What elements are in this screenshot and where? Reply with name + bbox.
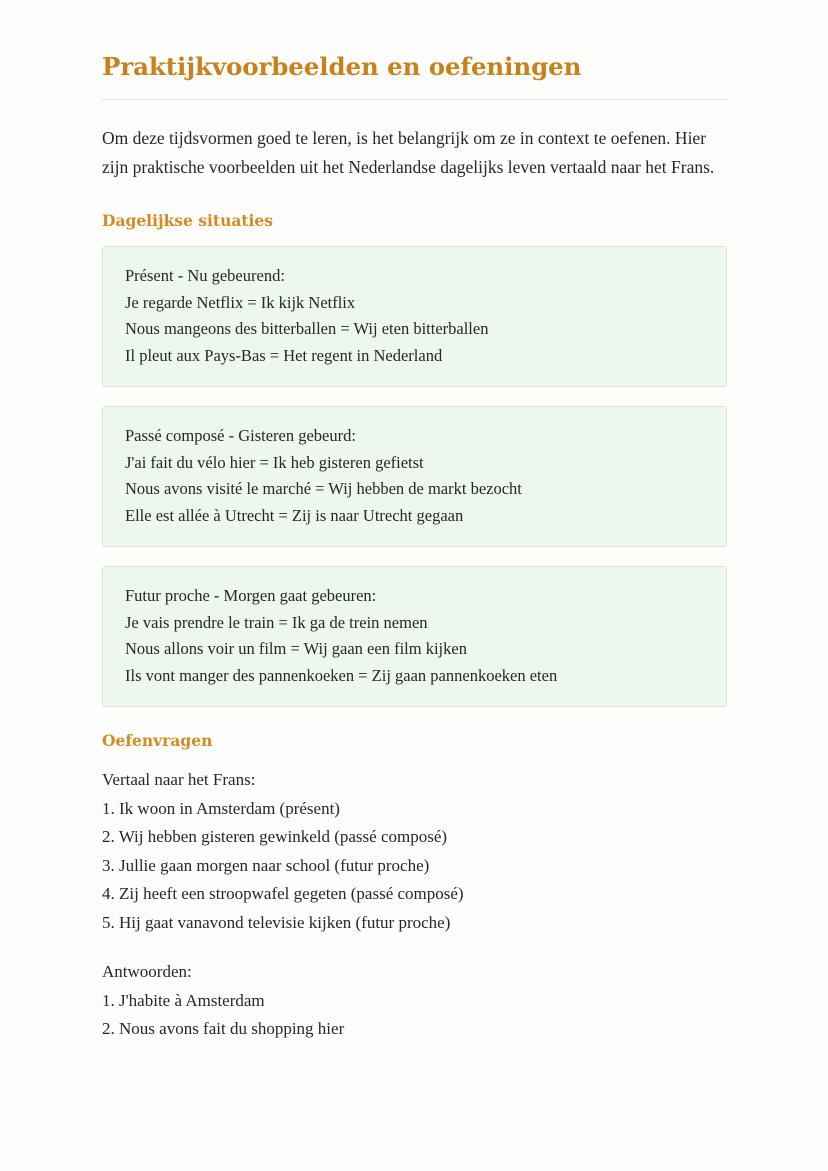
answers-block (102, 958, 728, 1044)
list-item: 4. Zij heeft een stroopwafel gegeten (passé composé) (102, 884, 464, 903)
list-item: 3. Jullie gaan morgen naar school (futur proche) (102, 855, 430, 875)
list-item: 5. Hij gaat vanavond televisie kijken (futur proche) (102, 912, 451, 932)
list-item: 2. Nous avons fait du shopping hier (102, 1019, 345, 1038)
example-line: Nous allons voir un film = Wij gaan een film kijken (125, 639, 467, 658)
answers-list (102, 987, 728, 1044)
example-box-futur-proche (102, 566, 727, 707)
practice-prompt: Vertaal naar het Frans: (102, 770, 256, 789)
example-box-passe-compose (102, 406, 727, 547)
example-line: Ils vont manger des pannenkoeken = Zij gaan pannenkoeken eten (125, 665, 558, 685)
intro-paragraph: Om deze tijdsvormen goed te leren, is het belangrijk om ze in context te oefenen. Hier zijn praktische voorbeelden uit het Nederlandse dagelijks leven vertaald naar het Frans. (102, 128, 715, 177)
list-item: 1. J'habite à Amsterdam (102, 990, 265, 1010)
example-line: Passé composé - Gisteren gebeurd: (125, 426, 356, 445)
section-heading-practice-questions: Oefenvragen (102, 731, 213, 750)
practice-question-list (102, 795, 728, 938)
example-line: Nous avons visité le marché = Wij hebben de markt bezocht (125, 479, 522, 498)
section-heading-daily-situations: Dagelijkse situaties (102, 211, 274, 230)
example-line: Je vais prendre le train = Ik ga de trein nemen (125, 612, 428, 632)
example-line: Il pleut aux Pays-Bas = Het regent in Nederland (125, 345, 443, 365)
example-line: Nous mangeons des bitterballen = Wij eten bitterballen (125, 319, 489, 338)
example-line: J'ai fait du vélo hier = Ik heb gisteren gefietst (125, 452, 424, 472)
example-line: Je regarde Netflix = Ik kijk Netflix (125, 292, 356, 312)
example-line: Futur proche - Morgen gaat gebeuren: (125, 586, 377, 605)
list-item: 1. Ik woon in Amsterdam (présent) (102, 798, 340, 818)
list-item: 2. Wij hebben gisteren gewinkeld (passé composé) (102, 827, 448, 846)
example-box-present (102, 246, 727, 387)
title-divider (102, 99, 728, 100)
example-line: Présent - Nu gebeurend: (125, 266, 285, 285)
answers-label: Antwoorden: (102, 962, 192, 981)
example-line: Elle est allée à Utrecht = Zij is naar Utrecht gegaan (125, 505, 464, 525)
page-title: Praktijkvoorbeelden en oefeningen (102, 52, 582, 81)
